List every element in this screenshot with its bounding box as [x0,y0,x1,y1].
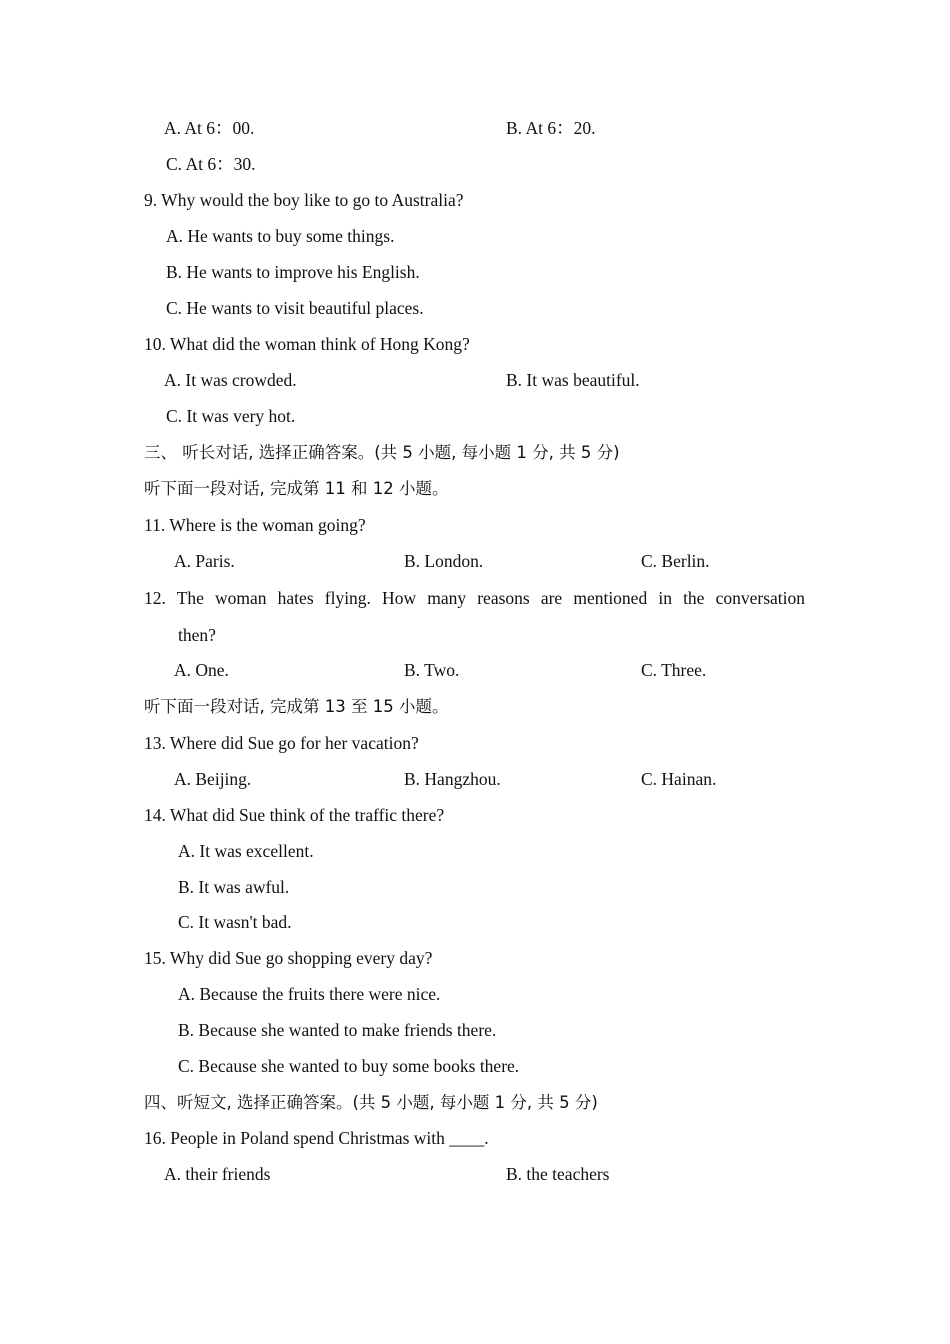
q10-question: 10. What did the woman think of Hong Kong? [144,334,470,354]
q9-option-a: A. He wants to buy some things. [166,226,395,246]
q16-option-a: A. their friends [164,1164,271,1184]
q11-option-a: A. Paris. [174,551,235,571]
section-3-intro-2: 听下面一段对话, 完成第 13 至 15 小题。 [144,697,449,716]
q11-option-c: C. Berlin. [641,551,710,571]
section-3-title: 三、 听长对话, 选择正确答案。(共 5 小题, 每小题 1 分, 共 5 分) [144,443,620,462]
q16-option-b: B. the teachers [506,1164,610,1184]
q8-option-c: C. At 6：30. [166,154,256,174]
section-3-intro-1: 听下面一段对话, 完成第 11 和 12 小题。 [144,479,449,498]
q14-option-c: C. It wasn't bad. [178,912,292,932]
q15-question: 15. Why did Sue go shopping every day? [144,948,433,968]
q15-option-a: A. Because the fruits there were nice. [178,984,441,1004]
q9-option-b: B. He wants to improve his English. [166,262,420,282]
q13-option-c: C. Hainan. [641,769,717,789]
section-4-title: 四、听短文, 选择正确答案。(共 5 小题, 每小题 1 分, 共 5 分) [144,1093,598,1112]
q8-option-a: A. At 6：00. [164,118,255,138]
q8-option-b: B. At 6：20. [506,118,596,138]
q12-question-line-2: then? [178,625,216,645]
q14-question: 14. What did Sue think of the traffic there? [144,805,445,825]
q11-question: 11. Where is the woman going? [144,515,366,535]
q12-option-b: B. Two. [404,660,460,680]
q12-option-a: A. One. [174,660,229,680]
q13-option-a: A. Beijing. [174,769,252,789]
q14-option-b: B. It was awful. [178,877,290,897]
q13-question: 13. Where did Sue go for her vacation? [144,733,419,753]
q9-option-c: C. He wants to visit beautiful places. [166,298,424,318]
q16-question: 16. People in Poland spend Christmas with ____. [144,1128,489,1148]
q10-option-a: A. It was crowded. [164,370,297,390]
q14-option-a: A. It was excellent. [178,841,314,861]
q11-option-b: B. London. [404,551,484,571]
q9-question: 9. Why would the boy like to go to Australia? [144,190,464,210]
q12-option-c: C. Three. [641,660,707,680]
q10-option-c: C. It was very hot. [166,406,296,426]
q13-option-b: B. Hangzhou. [404,769,501,789]
q15-option-b: B. Because she wanted to make friends there. [178,1020,497,1040]
q10-option-b: B. It was beautiful. [506,370,640,390]
q15-option-c: C. Because she wanted to buy some books there. [178,1056,520,1076]
q12-question-line-1: 12. The woman hates flying. How many reasons are mentioned in the conversation [144,588,805,608]
